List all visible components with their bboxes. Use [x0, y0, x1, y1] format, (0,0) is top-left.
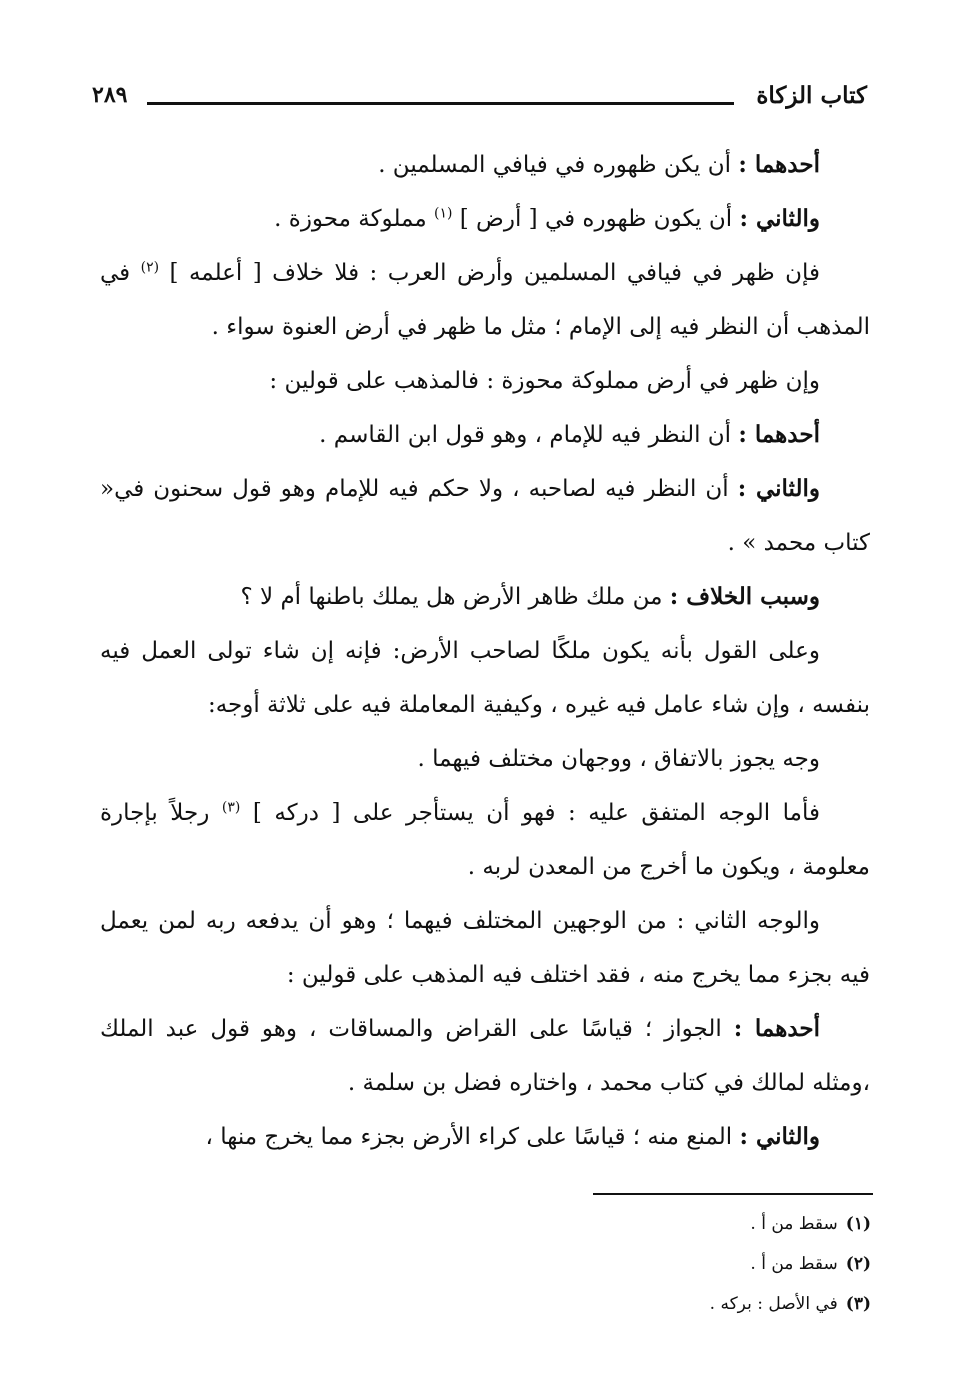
footnote-text: سقط من أ .: [750, 1214, 838, 1234]
paragraph-text: أن النظر فيه للإمام ، وهو قول ابن القاسم .: [319, 422, 739, 448]
paragraph-lead: والثاني :: [737, 475, 820, 502]
footnote-text: في الأصل : بركه .: [709, 1294, 838, 1314]
paragraph: [100, 192, 870, 246]
paragraph-text: وعلى القول بأنه يكون ملكًا لصاحب الأرض: فإنه إن شاء تولى العمل فيه بنفسه ، وإن شاء عامل فيه غيره ، وكيفية المعاملة فيه على ثلاثة أوجه:: [100, 638, 870, 718]
paragraph-text: وجه يجوز بالاتفاق ، ووجهان مختلف فيهما .: [417, 746, 820, 772]
paragraph-text-after: في المذهب أن النظر فيه إلى الإمام ؛ مثل ما ظهر في أرض العنوة سواء .: [100, 260, 870, 340]
footnote: [371, 1284, 871, 1324]
paragraph-text-after: رجلاً بإجارة معلومة ، ويكون ما أخرج من المعدن لربه .: [100, 800, 870, 880]
footnotes: [371, 1204, 871, 1324]
paragraph-text: والوجه الثاني : من الوجهين المختلف فيهما ؛ وهو أن يدفعه ربه لمن يعمل فيه بجزء مما يخرج منه ، فقد اختلف فيه المذهب على قولين :: [100, 908, 870, 988]
paragraph-text: وإن ظهر في أرض مملوكة محوزة : فالمذهب على قولين :: [269, 368, 820, 394]
paragraph: [100, 1002, 870, 1110]
footnote-number: (٢): [845, 1254, 871, 1274]
paragraph: [100, 246, 870, 354]
paragraph: [100, 138, 870, 192]
chapter-title: كتاب الزكاة: [756, 82, 867, 109]
paragraph: [100, 408, 870, 462]
paragraph-text-after: مملوكة محوزة .: [274, 206, 434, 232]
header-rule: [147, 102, 734, 105]
paragraph-text: أن النظر فيه لصاحبه ، ولا حكم فيه للإمام وهو قول سحنون في« كتاب محمد » .: [100, 476, 870, 556]
paragraph-text: فأما الوجه المتفق عليه : فهو أن يستأجر على [ دركه ]: [240, 800, 820, 826]
paragraph-text: أن يكون ظهوره في [ أرض ]: [452, 206, 740, 232]
paragraph: [100, 732, 870, 786]
footnote-text: سقط من أ .: [750, 1254, 838, 1274]
paragraph: [100, 894, 870, 1002]
paragraph-lead: أحدهما :: [733, 1015, 820, 1042]
body-text: [100, 138, 870, 1164]
footnote-ref: (٢): [140, 259, 160, 276]
paragraph-lead: أحدهما :: [738, 421, 820, 448]
paragraph-lead: والثاني :: [739, 1123, 820, 1150]
page-number: ٢٨٩: [92, 82, 128, 108]
paragraph-text: أن يكن ظهوره في فيافي المسلمين .: [378, 152, 739, 178]
paragraph-lead: وسبب الخلاف :: [669, 583, 820, 610]
paragraph: [100, 786, 870, 894]
footnote-number: (٣): [845, 1294, 871, 1314]
paragraph: [100, 624, 870, 732]
paragraph-lead: أحدهما :: [738, 151, 820, 178]
paragraph-text: المنع منه ؛ قياسًا على كراء الأرض بجزء مما يخرج منها ،: [205, 1124, 740, 1150]
footnote-ref: (٣): [221, 799, 241, 816]
paragraph-text: الجواز ؛ قياسًا على القراض والمساقات ، وهو قول عبد الملك ،ومثله لمالك في كتاب محمد ، واختاره فضل بن سلمة .: [100, 1016, 870, 1096]
paragraph-text: فإن ظهر في فيافي المسلمين وأرض العرب : فلا خلاف [ أعلمه ]: [159, 260, 820, 286]
paragraph: [100, 462, 870, 570]
paragraph-text: من ملك ظاهر الأرض هل يملك باطنها أم لا ؟: [240, 584, 670, 610]
footnote-rule: [593, 1193, 873, 1195]
running-header: [92, 80, 867, 120]
footnote: [371, 1204, 871, 1244]
footnote-ref: (١): [433, 205, 453, 222]
footnote: [371, 1244, 871, 1284]
paragraph: [100, 354, 870, 408]
paragraph: [100, 570, 870, 624]
paragraph: [100, 1110, 870, 1164]
footnote-number: (١): [845, 1214, 871, 1234]
paragraph-lead: والثاني :: [739, 205, 820, 232]
